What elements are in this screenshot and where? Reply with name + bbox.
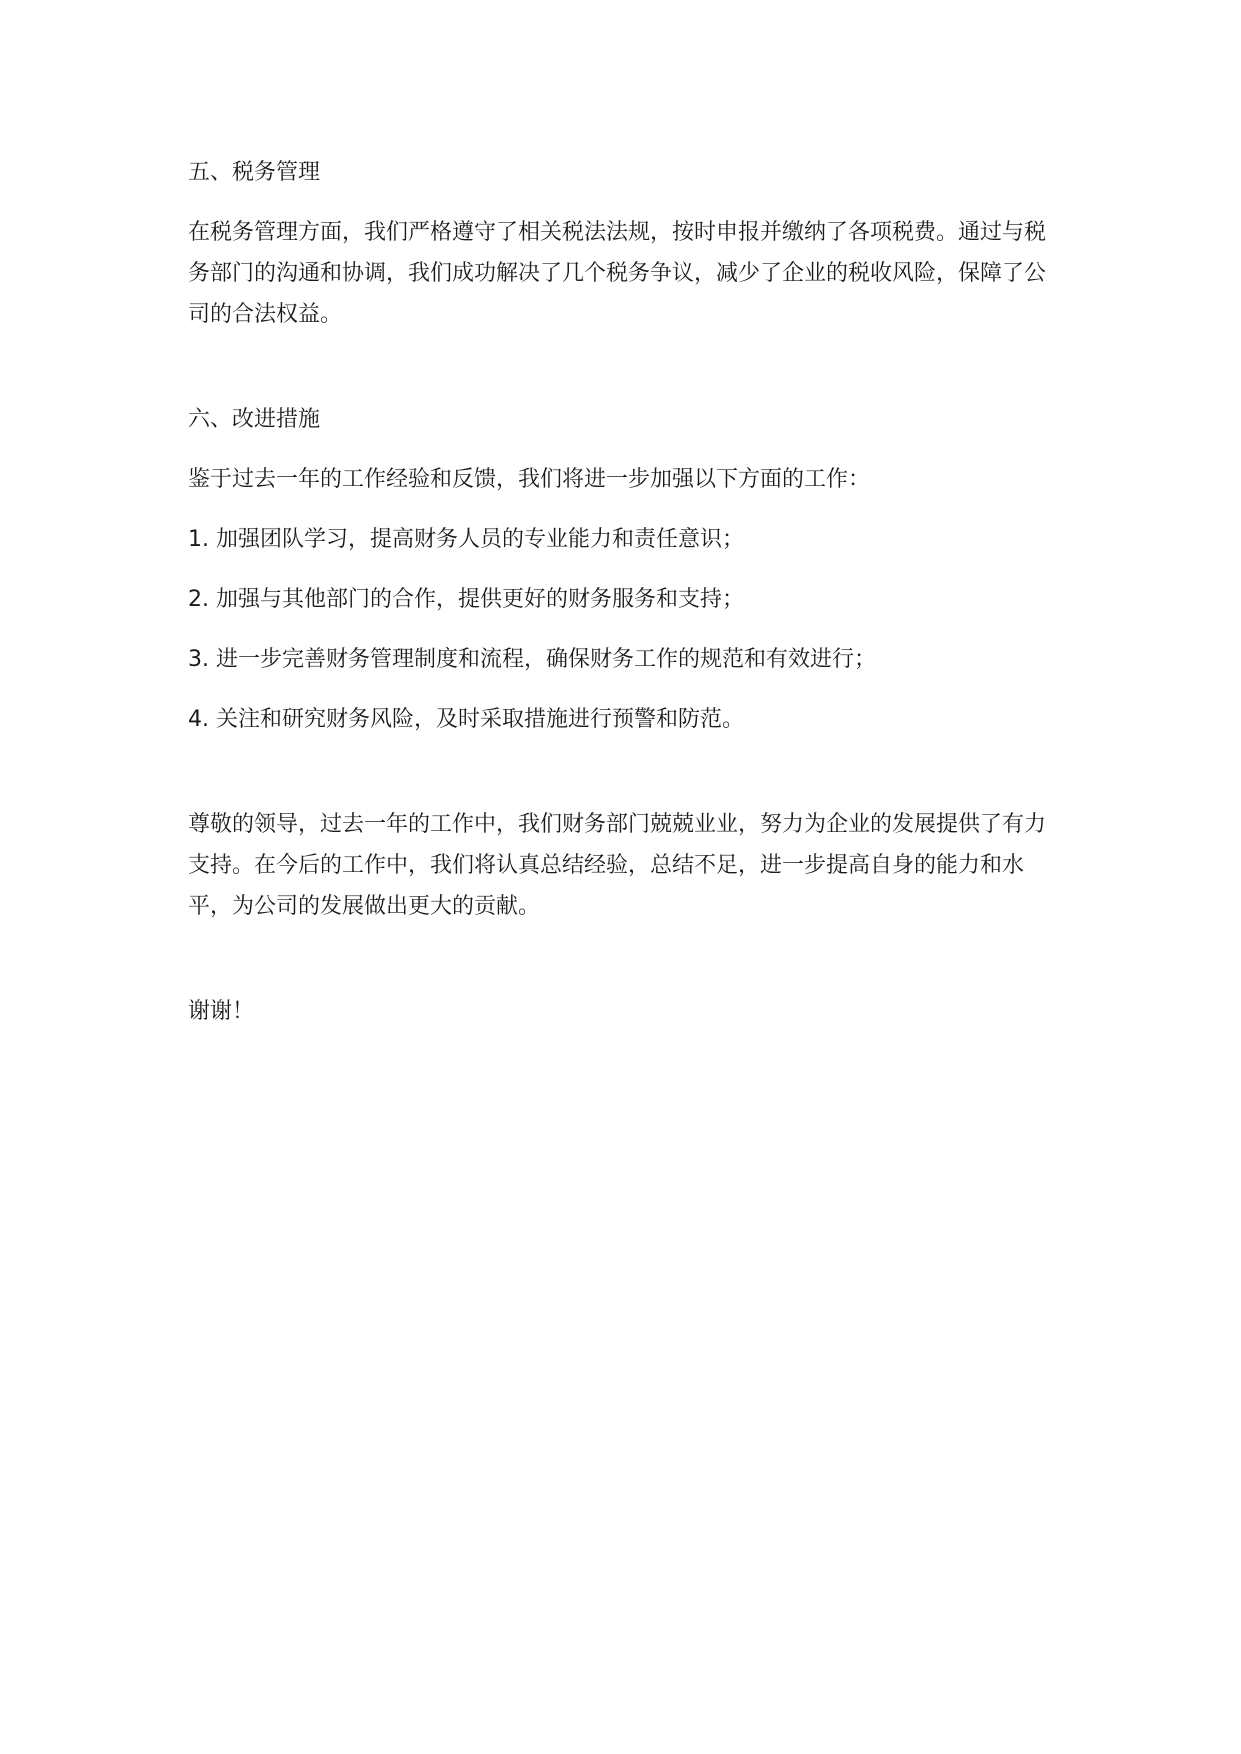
- paragraph-improvement-intro: 鉴于过去一年的工作经验和反馈，我们将进一步加强以下方面的工作：: [188, 467, 871, 492]
- list-item-3: 3. 进一步完善财务管理制度和流程，确保财务工作的规范和有效进行；: [188, 647, 876, 672]
- list-item-4: 4. 关注和研究财务风险，及时采取措施进行预警和防范。: [188, 707, 744, 732]
- thanks-line: 谢谢！: [188, 999, 255, 1024]
- closing-paragraph: 尊敬的领导，过去一年的工作中，我们财务部门兢兢业业，努力为企业的发展提供了有力支持。在今后的工作中，我们将认真总结经验，总结不足，进一步提高自身的能力和水平，为公司的发展做出更大的贡献。: [188, 812, 1047, 919]
- section-heading-tax-management: 五、税务管理: [188, 160, 321, 185]
- list-item-1: 1. 加强团队学习，提高财务人员的专业能力和责任意识；: [188, 527, 744, 552]
- document-body: [188, 152, 1048, 1032]
- paragraph-tax-management: 在税务管理方面，我们严格遵守了相关税法法规，按时申报并缴纳了各项税费。通过与税务部门的沟通和协调，我们成功解决了几个税务争议，减少了企业的税收风险，保障了公司的合法权益。: [188, 220, 1047, 327]
- section-heading-improvement-measures: 六、改进措施: [188, 407, 321, 432]
- list-item-2: 2. 加强与其他部门的合作，提供更好的财务服务和支持；: [188, 587, 744, 612]
